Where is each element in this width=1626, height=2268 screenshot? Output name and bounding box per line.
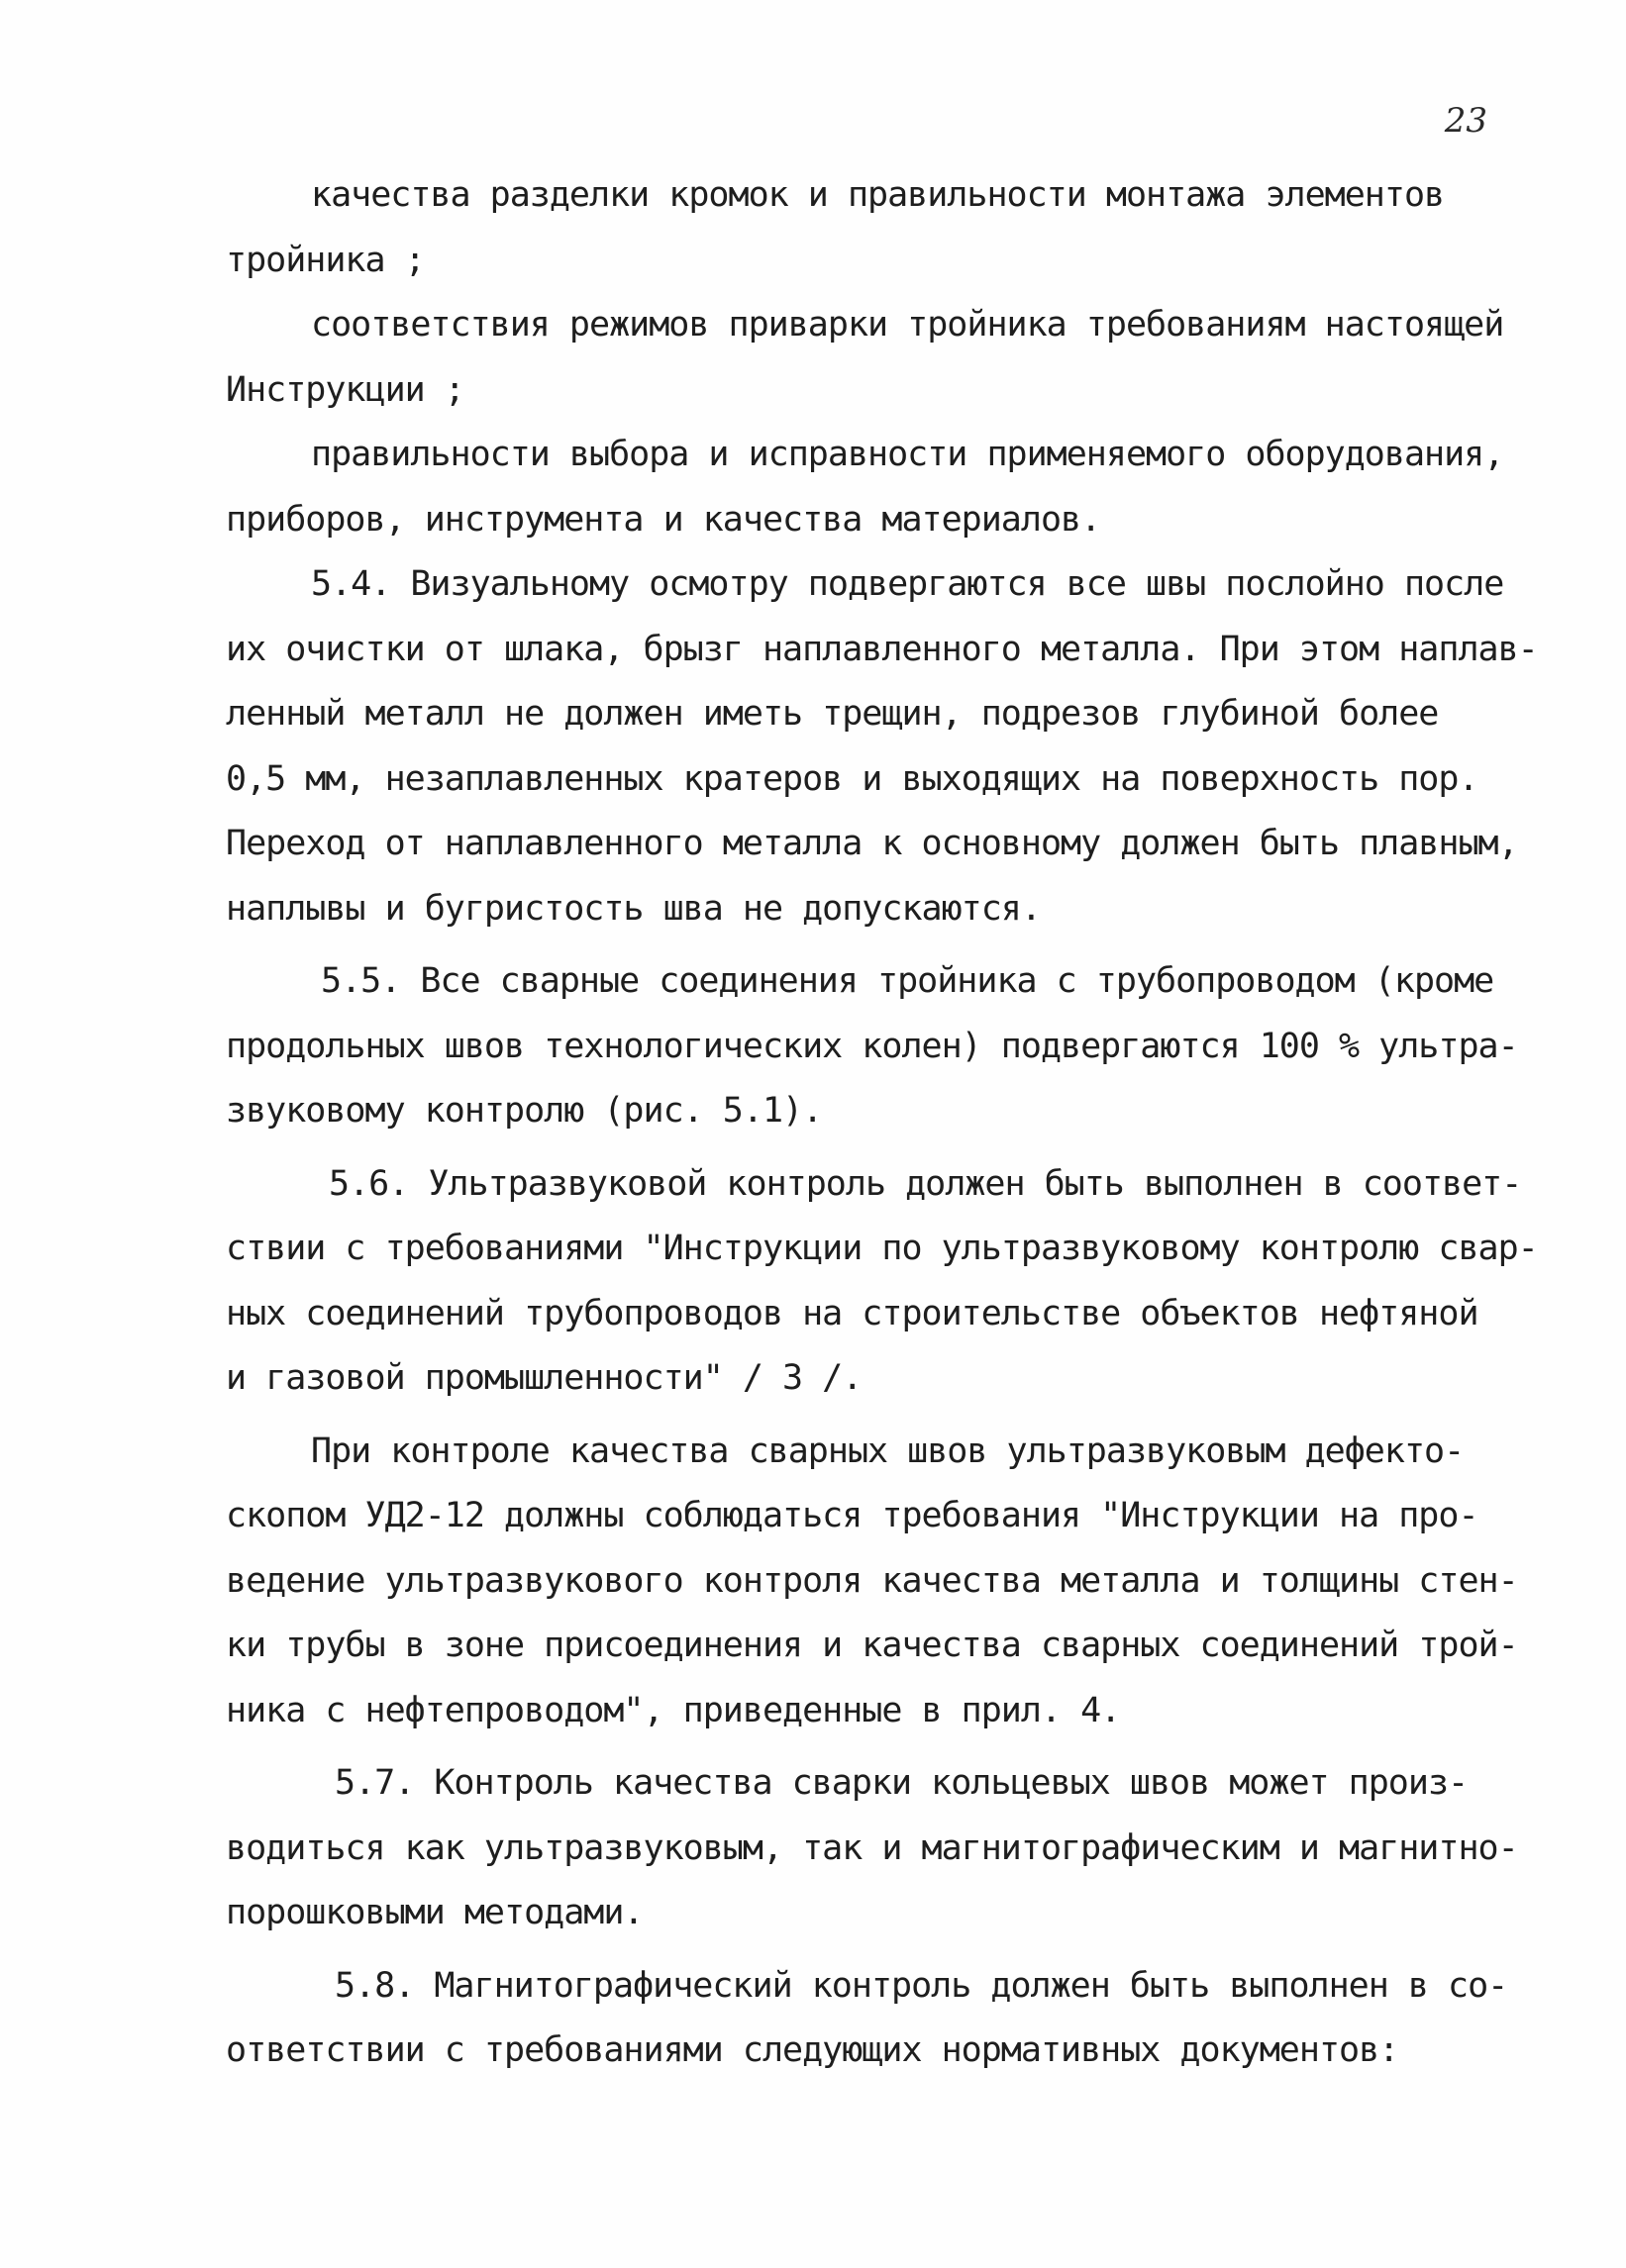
text-line: правильности выбора и исправности применяемого оборудования, [311,435,1504,474]
body-text [226,163,1553,2084]
text-line: 5.7. Контроль качества сварки кольцевых швов может произ- [335,1763,1469,1803]
text-line: приборов, инструмента и качества материалов. [226,499,1101,540]
text-line: Переход от наплавленного металла к основному должен быть плавным, [226,824,1518,863]
text-line: 5.6. Ультразвуковой контроль должен быть выполнен в соответ- [329,1163,1522,1204]
text-line: 0,5 мм, незаплавленных кратеров и выходящих на поверхность пор. [226,758,1478,799]
text-line: ствии с требованиями "Инструкции по ультразвуковому контролю свар- [226,1229,1538,1268]
text-line: ленный металл не должен иметь трещин, подрезов глубиной более [226,694,1439,734]
text-line: и газовой промышленности" / 3 /. [226,1358,863,1398]
text-line: ответствии с требованиями следующих нормативных документов: [226,2030,1399,2070]
text-line: ных соединений трубопроводов на строительстве объектов нефтяной [226,1293,1478,1333]
text-line: их очистки от шлака, брызг наплавленного металла. При этом наплав- [226,629,1538,669]
text-line: продольных швов технологических колен) подвергаются 100 % ультра- [226,1026,1518,1066]
text-line: ки трубы в зоне присоединения и качества сварных соединений трой- [226,1626,1518,1665]
text-line: наплывы и бугристость шва не допускаются. [226,888,1041,929]
text-line: 5.8. Магнитографический контроль должен быть выполнен в со- [335,1965,1508,2006]
text-line: ника с нефтепроводом", приведенные в прил. 4. [226,1690,1121,1730]
text-line: звуковому контролю (рис. 5.1). [226,1091,823,1131]
text-line: 5.5. Все сварные соединения тройника с трубопроводом (кроме [321,961,1494,1001]
text-line: При контроле качества сварных швов ультразвуковым дефекто- [311,1430,1465,1471]
text-line: качества разделки кромок и правильности монтажа элементов [311,175,1445,215]
text-line: ведение ультразвукового контроля качества металла и толщины стен- [226,1560,1518,1601]
page-number: 23 [1444,101,1487,141]
text-line: тройника ; [226,240,425,280]
text-line: Инструкции ; [226,369,464,410]
text-line: порошковыми методами. [226,1893,644,1932]
text-line: 5.4. Визуальному осмотру подвергаются все швы послойно после [311,564,1504,604]
text-line: соответствия режимов приварки тройника требованиям настоящей [311,305,1504,345]
text-line: скопом УД2-12 должны соблюдаться требования "Инструкции на про- [226,1496,1478,1535]
text-line: водиться как ультразвуковым, так и магнитографическим и магнитно- [226,1827,1518,1868]
